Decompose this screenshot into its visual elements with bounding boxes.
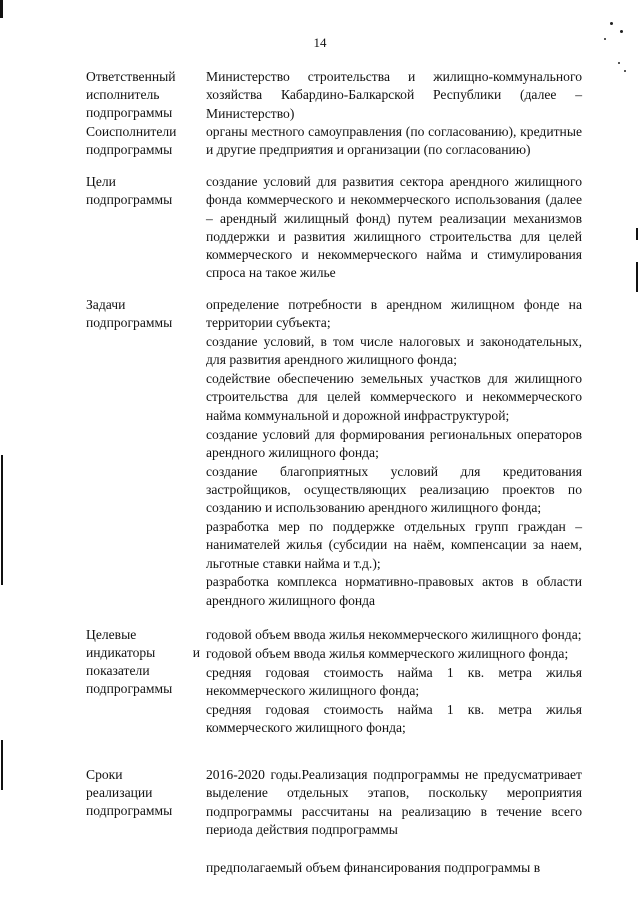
scan-edge-mark [636,262,638,292]
row-label [86,123,200,159]
content-paragraph: годовой объем ввода жилья некоммерческого жилищного фонда; [206,627,582,642]
row-label [86,173,200,209]
label-line: Сроки [86,767,123,782]
label-line: подпрограммы [86,105,173,120]
content-paragraph: содействие обеспечению земельных участков для жилищного строительства для целей коммерческого и некоммерческого найма коммунальной и дорожной инфраструктурой; [206,371,582,423]
page-number: 14 [313,35,327,50]
content-paragraph: создание условий для формирования региональных операторов арендного жилищного фонда; [206,426,582,460]
content-paragraph: разработка мер по поддержке отдельных групп граждан – нанимателей жилья (субсидии на наём, компенсации за наем, льготные ставки найма и т.д.); [206,519,582,571]
label-line: реализации [86,785,153,800]
content-paragraph: разработка комплекса нормативно-правовых актов в области арендного жилищного фонда [206,574,582,608]
scan-speck [610,22,613,25]
label-line: исполнитель [86,87,160,102]
content-paragraph: Министерство строительства и жилищно-коммунального хозяйства Кабардино-Балкарской Республики (далее – Министерство) [206,69,582,121]
content-paragraph: создание условий, в том числе налоговых и законодательных, для развития арендного жилищного фонда; [206,334,582,368]
scan-speck [604,38,606,40]
content-paragraph: органы местного самоуправления (по согласованию), кредитные и другие предприятия и организации (по согласованию) [206,124,582,158]
scan-edge-mark [0,0,3,18]
label-line: подпрограммы [86,681,173,696]
label-line: подпрограммы [86,315,173,330]
scan-edge-mark [636,228,638,240]
label-line: подпрограммы [86,142,173,157]
scan-speck [620,30,623,33]
label-line: подпрограммы [86,803,173,818]
row-content [206,626,582,738]
row-label [86,68,200,122]
content-paragraph: 2016-2020 годы.Реализация подпрограммы не предусматривает выделение отдельных этапов, поскольку мероприятия подпрограммы рассчитаны на реализацию в течение всего периода действия подпрограммы [206,767,582,837]
row-content [206,859,582,878]
row-content [206,173,582,283]
row-label [86,626,200,698]
label-line: подпрограммы [86,192,173,207]
label-line: индикаторы и [86,645,200,660]
content-paragraph: создание условий для развития сектора арендного жилищного фонда коммерческого и некоммерческого использования (далее – арендный жилищный фонд) путем реализации механизмов поддержки и развития жилищного строительства для целей коммерческого и некоммерческого найма и стимулирования спроса на такое жилье [206,174,582,281]
row-label [86,296,200,332]
content-paragraph: средняя годовая стоимость найма 1 кв. метра жилья коммерческого жилищного фонда; [206,701,582,735]
content-paragraph: предполагаемый объем финансирования подпрограммы в [206,860,541,875]
label-line: показатели [86,663,150,678]
row-label [86,766,200,820]
scan-edge-mark [1,740,3,790]
content-paragraph: создание благоприятных условий для кредитования застройщиков, осуществляющих реализацию проектов по созданию и использованию арендного жилищного фонда; [206,463,582,516]
label-line: Целевые [86,627,137,642]
label-line: Задачи [86,297,126,312]
label-line: Цели [86,174,116,189]
content-paragraph: определение потребности в арендном жилищном фонде на территории субъекта; [206,297,582,331]
scan-edge-mark [1,455,3,585]
scan-speck [624,70,626,72]
label-line: Соисполнители [86,124,177,139]
scan-speck [618,62,620,64]
label-line: Ответственный [86,69,176,84]
row-content [206,123,582,160]
row-content [206,296,582,611]
content-paragraph: средняя годовая стоимость найма 1 кв. метра жилья некоммерческого жилищного фонда; [206,664,582,698]
row-content [206,68,582,123]
row-content [206,766,582,840]
content-paragraph: годовой объем ввода жилья коммерческого жилищного фонда; [206,645,569,661]
